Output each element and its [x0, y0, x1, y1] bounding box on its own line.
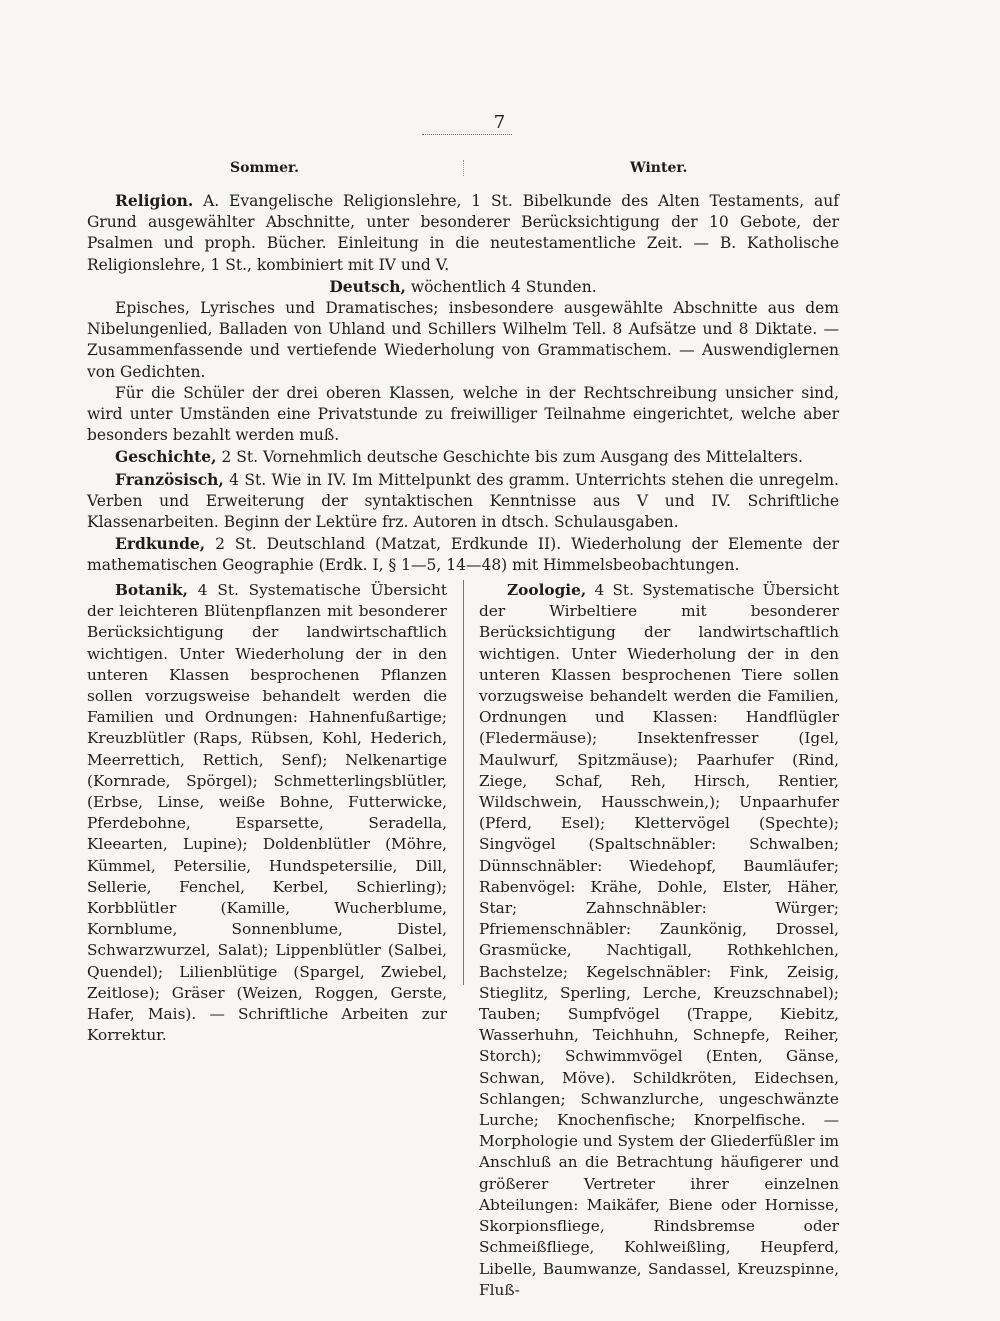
- page-number: 7: [493, 112, 507, 133]
- winter-header: Winter.: [630, 160, 688, 176]
- full-width-section: [87, 190, 839, 577]
- geschichte-heading: Geschichte,: [115, 447, 217, 467]
- geschichte-paragraph: [87, 446, 839, 468]
- erdkunde-heading: Erdkunde,: [115, 534, 206, 554]
- erdkunde-paragraph: [87, 533, 839, 576]
- deutsch-paragraph-1: Episches, Lyrisches und Dramatisches; insbesondere ausgewählte Abschnitte aus dem Nibelungenlied, Balladen von Uhland und Schillers Wilhelm Tell. 8 Aufsätze und 8 Diktate. — Zusammenfassende und vertiefende Wiederholung von Grammatischem. — Auswendiglernen von Gedichten.: [87, 299, 839, 381]
- franzoesisch-heading: Französisch,: [115, 469, 224, 489]
- franzoesisch-paragraph: [87, 469, 839, 534]
- religion-paragraph: [87, 190, 839, 276]
- franzoesisch-text: 4 St. Wie in IV. Im Mittelpunkt des gramm. Unterrichts stehen die unregelm. Verben und Erweiterung der syntaktischen Kenntnisse aus V und IV. Schriftliche Klassenarbeiten. Beginn der Lektüre frz. Autoren in dtsch. Schulausgaben.: [87, 470, 839, 532]
- zoologie-column: [479, 580, 839, 1301]
- botanik-text: 4 St. Systematische Übersicht der leichteren Blütenpflanzen mit besonderer Berücksichtigung der landwirtschaftlich wichtigen. Unter Wiederholung der in den unteren Klassen besprochenen Pflanzen sollen vorzugsweise behandelt werden die Familien und Ordnungen: Hahnenfußartige; Kreuzblütler (Raps, Rübsen, Kohl, Hederich, Meerrettich, Rettich, Senf); Nelkenartige (Kornrade, Spörgel); Schmetterlingsblütler, (Erbse, Linse, weiße Bohne, Futterwicke, Pferdebohne, Esparsette, Seradella, Kleearten, Lupine); Doldenblütler (Möhre, Kümmel, Petersilie, Hundspetersilie, Dill, Sellerie, Fenchel, Kerbel, Schierling); Korbblütler (Kamille, Wucherblume, Kornblume, Sonnenblume, Distel, Schwarzwurzel, Salat); Lippenblütler (Salbei, Quendel); Lilienblütige (Spargel, Zwiebel, Zeitlose); Gräser (Weizen, Roggen, Gerste, Hafer, Mais). — Schriftliche Arbeiten zur Korrektur.: [87, 581, 447, 1045]
- deutsch-paragraph-2: Für die Schüler der drei oberen Klassen, welche in der Rechtschreibung unsicher sind, wird unter Umständen eine Privatstunde zu freiwilliger Teilnahme eingerichtet, welche aber besonders bezahlt werden muß.: [87, 383, 839, 445]
- geschichte-text: 2 St. Vornehmlich deutsche Geschichte bis zum Ausgang des Mittelalters.: [221, 448, 803, 467]
- zoologie-paragraph: [479, 580, 839, 1301]
- botanik-heading: Botanik,: [115, 581, 188, 599]
- deutsch-heading-line: [87, 276, 839, 298]
- zoologie-text: 4 St. Systematische Übersicht der Wirbeltiere mit besonderer Berücksichtigung der landwirtschaftlich wichtigen. Unter Wiederholung der in den unteren Klassen besprochenen Tiere sollen vorzugsweise behandelt werden die Familien, Ordnungen und Klassen: Handflügler (Fledermäuse); Insektenfresser (Igel, Maulwurf, Spitzmäuse); Paarhufer (Rind, Ziege, Schaf, Reh, Hirsch, Rentier, Wildschwein, Hausschwein,); Unpaarhufer (Pferd, Esel); Klettervögel (Spechte); Singvögel (Spaltschnäbler: Schwalben; Dünnschnäbler: Wiedehopf, Baumläufer; Rabenvögel: Krähe, Dohle, Elster, Häher, Star; Zahnschnäbler: Würger; Pfriemenschnäbler: Zaunkönig, Drossel, Grasmücke, Nachtigall, Rothkehlchen, Bachstelze; Kegelschnäbler: Fink, Zeisig, Stieglitz, Sperling, Lerche, Kreuzschnabel); Tauben; Sumpfvögel (Trappe, Kiebitz, Wasserhuhn, Teichhuhn, Schnepfe, Reiher, Storch); Schwimmvögel (Enten, Gänse, Schwan, Möve). Schildkröten, Eidechsen, Schlangen; Schwanzlurche, ungeschwänzte Lurche; Knochenfische; Knorpelfische. — Morphologie und System der Gliederfüßler im Anschluß an die Betrachtung häufigerer und größerer Vertreter ihrer einzelnen Abteilungen: Maikäfer, Biene oder Hornisse, Skorpionsfliege, Rindsbremse oder Schmeißfliege, Kohlweißling, Heupferd, Libelle, Baumwanze, Sandassel, Kreuzspinne, Fluß-: [479, 581, 839, 1299]
- page-number-rule: [422, 134, 512, 135]
- botanik-paragraph: [87, 580, 447, 1046]
- zoologie-heading: Zoologie,: [507, 581, 587, 599]
- column-divider: [463, 580, 464, 985]
- religion-text: A. Evangelische Religionslehre, 1 St. Bibelkunde des Alten Testaments, auf Grund ausgewählter Abschnitte, unter besonderer Berücksichtigung der 10 Gebote, der Psalmen und proph. Bücher. Einleitung in die neutestamentliche Zeit. — B. Katholische Religionslehre, 1 St., kombiniert mit IV und V.: [87, 192, 839, 274]
- botanik-column: [87, 580, 447, 1046]
- deutsch-hours: wöchentlich 4 Stunden.: [410, 277, 597, 296]
- summer-header: Sommer.: [230, 160, 299, 176]
- erdkunde-text: 2 St. Deutschland (Matzat, Erdkunde II). Wiederholung der Elemente der mathematischen Geographie (Erdk. I, § 1—5, 14—48) mit Himmelsbeobachtungen.: [87, 535, 839, 575]
- religion-heading: Religion.: [115, 191, 194, 210]
- deutsch-heading: Deutsch,: [329, 276, 406, 296]
- season-divider: [463, 160, 464, 176]
